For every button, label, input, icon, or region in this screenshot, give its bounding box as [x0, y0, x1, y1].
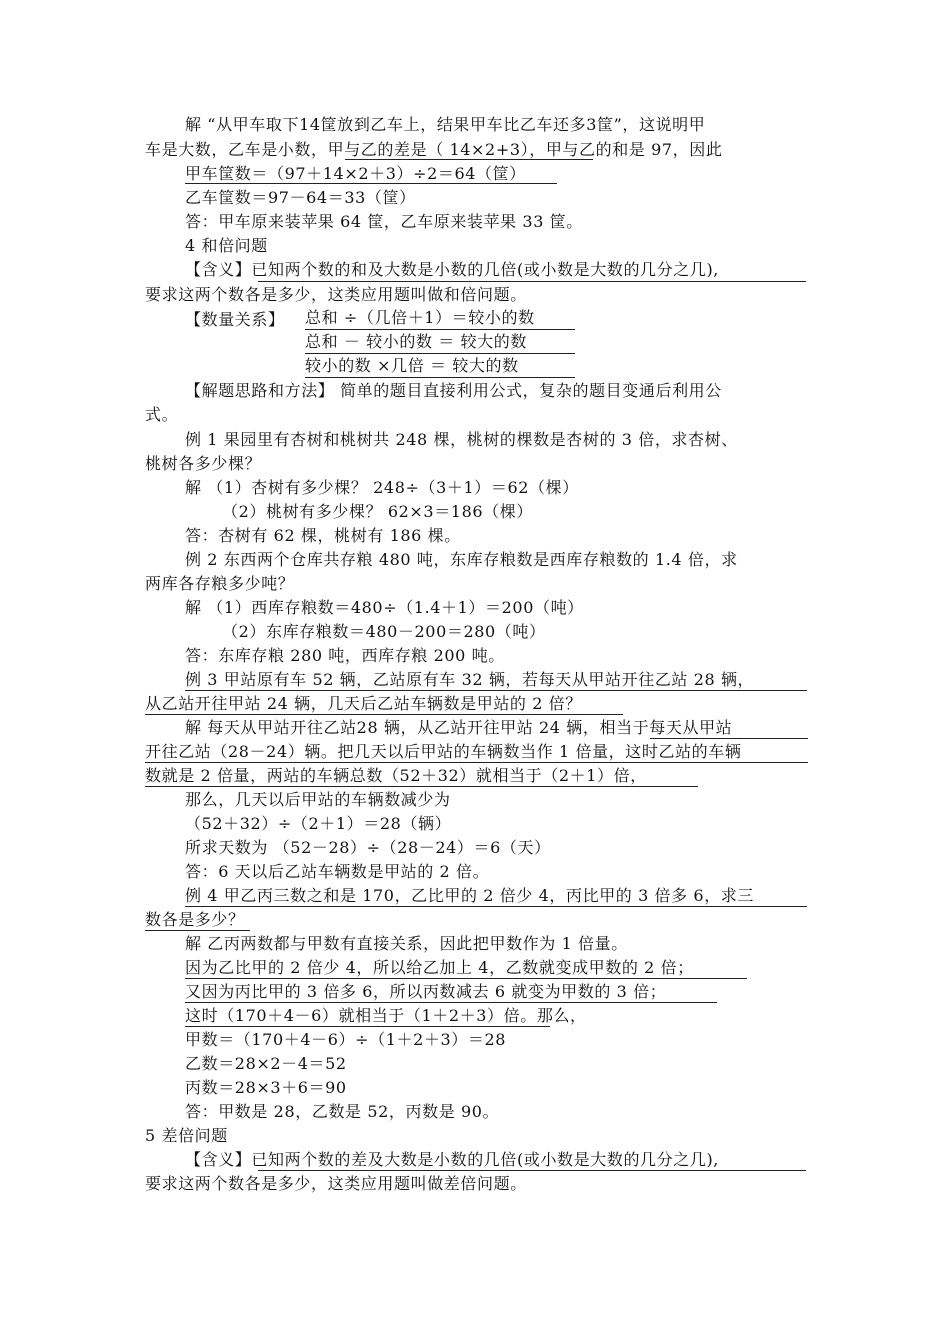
text-line: （2）桃树有多少棵？ 62×3＝186（棵）: [222, 502, 533, 521]
underline-mark: [145, 786, 698, 787]
text-line: 丙数＝28×3＋6＝90: [185, 1078, 347, 1097]
underline-mark: [185, 978, 747, 979]
text-line: 解 乙丙两数都与甲数有直接关系，因此把甲数作为 1 倍量。: [185, 934, 628, 953]
text-line: 解 “从甲车取下14筐放到乙车上，结果甲车比乙车还多3筐”，这说明甲: [185, 115, 706, 134]
underline-mark: [185, 906, 807, 907]
text-line: 所求天数为 （52－28）÷（28－24）＝6（天）: [185, 838, 551, 857]
text-line: 乙数＝28×2－4＝52: [185, 1054, 347, 1073]
text-line: 例 4 甲乙丙三数之和是 170，乙比甲的 2 倍少 4，丙比甲的 3 倍多 6，求三: [185, 886, 755, 905]
underline-mark: [145, 762, 808, 763]
formula-line: 较小的数 ×几倍 ＝ 较大的数: [305, 355, 575, 378]
formula-line: 总和 ÷（几倍＋1）＝较小的数: [305, 307, 575, 330]
text-line: 甲数＝（170＋4－6）÷（1＋2＋3）＝28: [185, 1030, 507, 1049]
text-line: 答：6 天以后乙站车辆数是甲站的 2 倍。: [185, 862, 490, 881]
text-line: 答：东库存粮 280 吨，西库存粮 200 吨。: [185, 646, 505, 665]
text-line: 这时（170＋4－6）就相当于（1＋2＋3）倍。那么，: [185, 1006, 587, 1025]
text-line: 答：甲车原来装苹果 64 筐，乙车原来装苹果 33 筐。: [185, 212, 583, 231]
underline-mark: [185, 1002, 717, 1003]
text-line: 开往乙站（28－24）辆。把几天以后甲站的车辆数当作 1 倍量，这时乙站的车辆: [145, 742, 742, 761]
underline-mark: [145, 714, 623, 715]
text-line: 要求这两个数各是多少，这类应用题叫做和倍问题。: [145, 285, 527, 304]
text-line: 例 2 东西两个仓库共存粮 480 吨，东库存粮数是西库存粮数的 1.4 倍，求: [185, 550, 738, 569]
text-line: （2）东库存粮数＝480－200＝280（吨）: [222, 622, 546, 641]
text-line: 答：甲数是 28，乙数是 52，丙数是 90。: [185, 1102, 500, 1121]
text-line: 因为乙比甲的 2 倍少 4，所以给乙加上 4，乙数就变成甲数的 2 倍；: [185, 958, 694, 977]
text-line: 那么，几天以后甲站的车辆数减少为: [185, 790, 451, 809]
underline-mark: [650, 738, 808, 739]
underline-mark: [145, 930, 250, 931]
underline-mark: [258, 1170, 806, 1171]
text-line: 要求这两个数各是多少，这类应用题叫做差倍问题。: [145, 1174, 527, 1193]
text-line: 【含义】已知两个数的差及大数是小数的几倍(或小数是大数的几分之几),: [185, 1150, 719, 1169]
text-line: 从乙站开往甲站 24 辆，几天后乙站车辆数是甲站的 2 倍？: [145, 694, 582, 713]
text-line: 【解题思路和方法】 简单的题目直接利用公式，复杂的题目变通后利用公: [185, 381, 722, 400]
text-line: 解 （1）西库存粮数＝480÷（1.4＋1）＝200（吨）: [185, 598, 584, 617]
text-line: 桃树各多少棵？: [145, 454, 262, 473]
formula-line: 总和 － 较小的数 ＝ 较大的数: [305, 331, 575, 354]
underline-mark: [185, 690, 807, 691]
text-line: 两库各存粮多少吨？: [145, 574, 295, 593]
underline-mark: [345, 159, 593, 160]
underline-mark: [258, 281, 806, 282]
text-line: （52＋32）÷（2＋1）＝28（辆）: [185, 814, 452, 833]
text-line: 例 1 果园里有杏树和桃树共 248 棵，桃树的棵数是杏树的 3 倍，求杏树、: [185, 430, 738, 449]
text-line: 解 每天从甲站开往乙站28 辆，从乙站开往甲站 24 辆，相当于每天从甲站: [185, 718, 733, 737]
section-heading: 4 和倍问题: [185, 236, 268, 255]
text-line: 例 3 甲站原有车 52 辆，乙站原有车 32 辆，若每天从甲站开往乙站 28 辆，: [185, 670, 755, 689]
underline-mark: [185, 1026, 550, 1027]
text-line: 甲车筐数＝（97＋14×2＋3）÷2＝64（筐）: [185, 164, 526, 183]
text-line: 解 （1）杏树有多少棵？ 248÷（3＋1）＝62（棵）: [185, 478, 579, 497]
text-line: 【含义】已知两个数的和及大数是小数的几倍(或小数是大数的几分之几),: [185, 260, 719, 279]
text-line: 车是大数，乙车是小数，甲与乙的差是（ 14×2+3），甲与乙的和是 97，因此: [145, 140, 723, 159]
text-line: 式。: [145, 405, 179, 424]
text-line: 数就是 2 倍量，两站的车辆总数（52＋32）就相当于（2＋1）倍，: [145, 766, 647, 785]
underline-mark: [185, 183, 557, 184]
quantity-relation-label: 【数量关系】: [185, 310, 285, 329]
text-line: 数各是多少？: [145, 910, 245, 929]
text-line: 乙车筐数＝97－64＝33（筐）: [185, 188, 416, 207]
text-line: 又因为丙比甲的 3 倍多 6，所以丙数减去 6 就变为甲数的 3 倍；: [185, 982, 667, 1001]
section-heading: 5 差倍问题: [145, 1126, 228, 1145]
text-line: 答：杏树有 62 棵，桃树有 186 棵。: [185, 526, 461, 545]
